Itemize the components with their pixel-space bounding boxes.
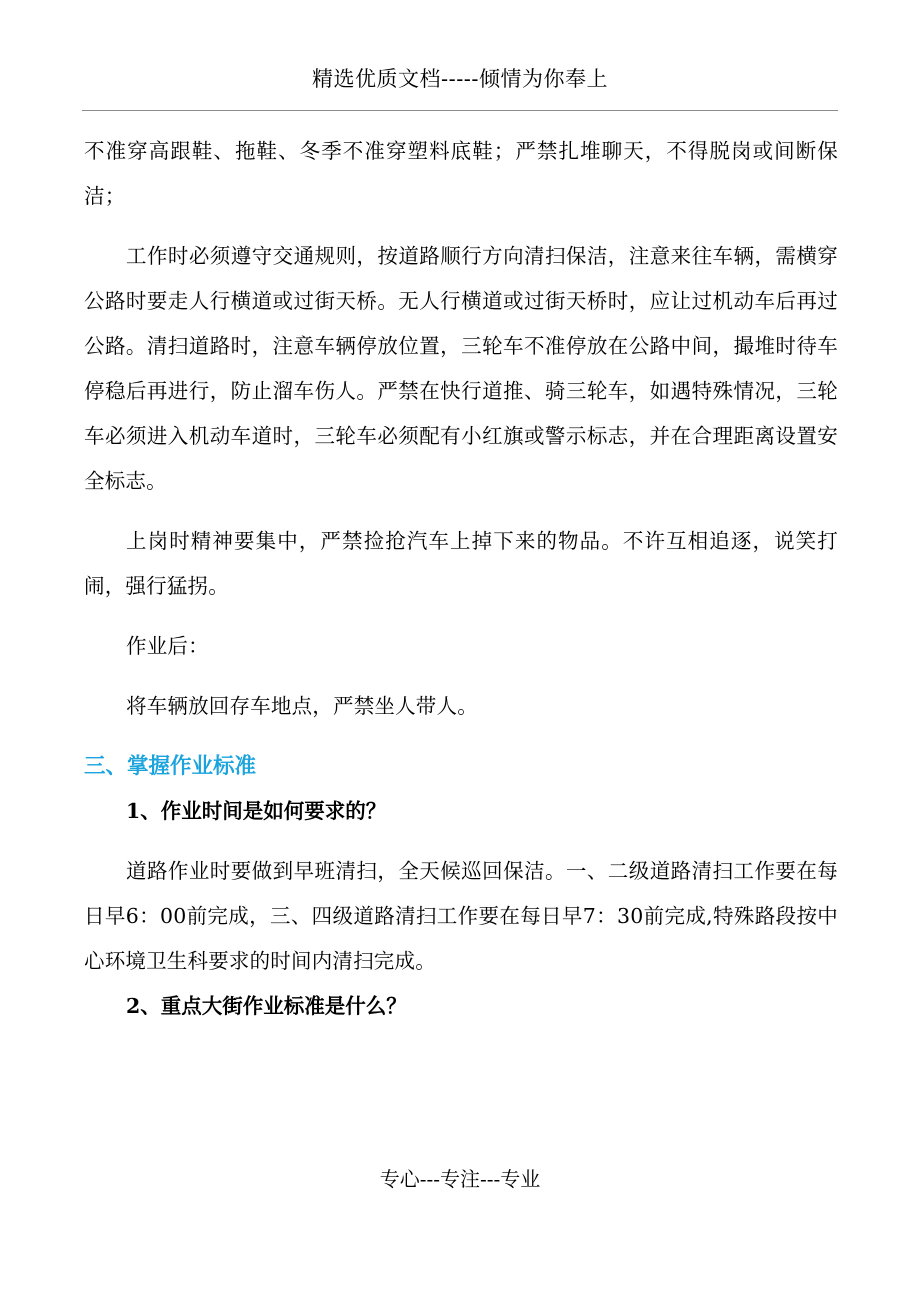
section-heading-standards: 三、掌握作业标准 (84, 754, 257, 779)
paragraph-concentration: 上岗时精神要集中，严禁捡抢汽车上掉下来的物品。不许互相追逐，说笑打闹，强行猛拐。 (84, 529, 838, 598)
paragraph-footwear-rules: 不准穿高跟鞋、拖鞋、冬季不准穿塑料底鞋；严禁扎堆聊天，不得脱岗或间断保洁； (84, 139, 838, 208)
paragraph-after-work-label: 作业后： (126, 634, 209, 658)
header-divider (82, 110, 838, 111)
document-body (84, 129, 838, 1029)
paragraph-traffic-rules: 工作时必须遵守交通规则，按道路顺行方向清扫保洁，注意来往车辆，需横穿公路时要走人行横道或过街天桥。无人行横道或过街天桥时，应让过机动车后再过公路。清扫道路时，注意车辆停放位置，三轮车不准停放在公路中间，撮堆时待车停稳后再进行，防止溜车伤人。严禁在快行道推、骑三轮车，如遇特殊情况，三轮车必须进入机动车道时，三轮车必须配有小红旗或警示标志，并在合理距离设置安全标志。 (84, 244, 838, 493)
paragraph-work-time: 道路作业时要做到早班清扫，全天候巡回保洁。一、二级道路清扫工作要在每日早6：00前完成，三、四级道路清扫工作要在每日早7：30前完成,特殊路段按中心环境卫生科要求的时间内清扫完成。 (84, 859, 838, 973)
page-footer: 专心---专注---专业 (379, 1167, 541, 1191)
question-heading-work-time: 1、作业时间是如何要求的？ (126, 799, 387, 823)
page-header: 精选优质文档-----倾情为你奉上 (312, 67, 608, 91)
question-heading-main-street: 2、重点大街作业标准是什么？ (126, 994, 407, 1018)
paragraph-return-vehicle: 将车辆放回存车地点，严禁坐人带人。 (126, 694, 478, 718)
